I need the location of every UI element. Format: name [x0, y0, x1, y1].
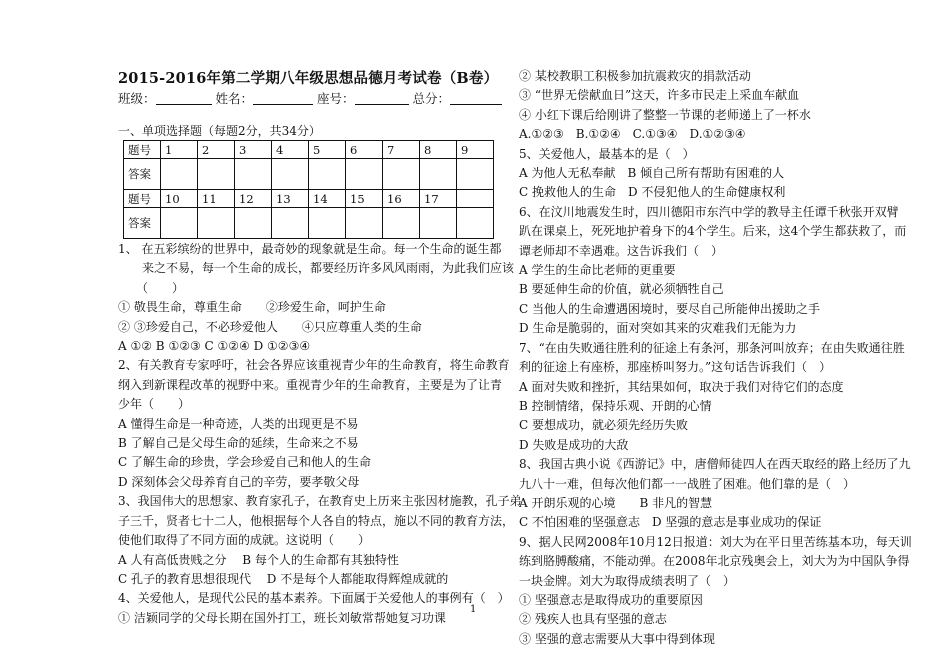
answer-cell[interactable] [235, 208, 272, 239]
question-line: A 面对失败和挫折，其结果如何，取决于我们对待它们的态度 [519, 379, 844, 394]
class-label: 班级： [118, 91, 156, 106]
class-blank [156, 92, 212, 105]
answer-row [124, 208, 494, 239]
question-line: 9、据人民网2008年10月12日报道：刘大为在平日里苦练基本功，每天训 [519, 534, 912, 549]
num-cell: 14 [309, 190, 346, 208]
question-line: ① 坚强意志是取得成功的重要原因 [519, 592, 703, 607]
answer-table [123, 140, 494, 239]
num-cell: 1 [161, 141, 198, 159]
question-line: ② 某校教职工积极参加抗震救灾的捐款活动 [519, 69, 751, 83]
question-line: 九八十一难，但每次他们都一一战胜了困难。他们靠的是（ ） [519, 476, 856, 491]
section-heading: 一、单项选择题（每题2分，共34分） [118, 124, 321, 138]
question-line: 2、有关教育专家呼吁，社会各界应该重视青少年的生命教育，将生命教育 [118, 358, 510, 373]
question-line: A.①②③ B.①②④ C.①③④ D.①②③④ [519, 127, 746, 142]
page-number: 1 [470, 604, 477, 615]
num-cell: 3 [235, 141, 272, 159]
answer-cell[interactable] [346, 208, 383, 239]
total-blank [450, 92, 502, 105]
question-line: 8、我国古典小说《西游记》中，唐僧师徒四人在西天取经的路上经历了九 [519, 457, 911, 472]
question-line: C 了解生命的珍贵，学会珍爱自己和他人的生命 [118, 455, 371, 470]
num-cell: 6 [346, 141, 383, 159]
answer-cell[interactable] [272, 208, 309, 239]
question-line: A 人有高低贵贱之分 B 每个人的生命都有其独特性 [118, 552, 399, 567]
left-questions [118, 240, 522, 628]
answer-cell[interactable] [272, 159, 309, 190]
question-line: B 了解自己是父母生命的延续，生命来之不易 [118, 436, 359, 451]
answer-cell[interactable] [235, 159, 272, 190]
total-label: 总分： [412, 91, 451, 106]
answer-cell[interactable] [309, 208, 346, 239]
question-line: ② 残疾人也具有坚强的意志 [519, 612, 667, 627]
answer-cell[interactable] [420, 159, 457, 190]
question-line: （ ） [118, 280, 185, 295]
question-line: C 当他人的生命遭遇困境时，要尽自己所能伸出援助之手 [519, 301, 820, 316]
answer-cell[interactable] [309, 159, 346, 190]
question-line: A 为他人无私奉献 B 倾自己所有帮助有困难的人 [519, 166, 785, 181]
question-line: D 深刻体会父母养育自己的辛劳，要孝敬父母 [118, 474, 360, 489]
question-line: 谭老师却不幸遇难。这告诉我们（ ） [519, 243, 724, 258]
answer-cell[interactable] [420, 208, 457, 239]
question-number-row [124, 190, 494, 208]
question-line: 纲入到新课程改革的视野中来。重视青少年的生命教育，主要是为了让青 [118, 377, 503, 392]
question-line: 5、关爱他人，最基本的是（ ） [519, 146, 695, 161]
ans-label: 答案 [124, 208, 161, 239]
question-line: A 学生的生命比老师的更重要 [519, 263, 676, 278]
answer-cell[interactable] [346, 159, 383, 190]
seat-blank [355, 92, 409, 105]
question-line: 利的征途上有座桥，那座桥叫努力。”这句话告诉我们（ ） [519, 360, 832, 375]
num-cell [457, 190, 494, 208]
num-cell: 9 [457, 141, 494, 159]
num-cell: 2 [198, 141, 235, 159]
question-line: 3、我国伟大的思想家、教育家孔子，在教育史上历来主张因材施教，孔子弟 [118, 494, 522, 509]
num-label: 题号 [124, 190, 161, 208]
answer-cell[interactable] [383, 208, 420, 239]
num-cell: 13 [272, 190, 309, 208]
question-line: 6、在汶川地震发生时，四川德阳市东汽中学的教导主任谭千秋张开双臂 [519, 204, 899, 219]
num-cell: 10 [161, 190, 198, 208]
question-line: 来之不易，每一个生命的成长，都要经历许多风风雨雨，为此我们应该 [118, 261, 515, 276]
question-line: 7、“在由失败通往胜利的征途上有条河，那条河叫放弃；在由失败通往胜 [519, 340, 905, 355]
question-line: 趴在课桌上，死死地护着身下的4个学生。后来，这4个学生都获救了，而 [519, 224, 907, 239]
question-line: 一块金牌。刘大为取得成绩表明了（ ） [519, 573, 736, 588]
num-cell: 12 [235, 190, 272, 208]
num-cell: 11 [198, 190, 235, 208]
answer-cell[interactable] [457, 159, 494, 190]
question-line: A 懂得生命是一种奇迹，人类的出现更是不易 [118, 416, 359, 431]
question-line: C 要想成功，就必须先经历失败 [519, 418, 688, 433]
question-line: D 失败是成功的大敌 [519, 437, 629, 452]
question-line: ② ③珍爱自己，不必珍爱他人 ④只应尊重人类的生命 [118, 319, 422, 334]
answer-row [124, 159, 494, 190]
question-line: ① 敬畏生命，尊重生命 ②珍爱生命，呵护生命 [118, 300, 386, 315]
question-line: C 孔子的教育思想很现代 D 不是每个人都能取得辉煌成就的 [118, 571, 449, 586]
question-line: 1、 在五彩缤纷的世界中，最奇妙的现象就是生命。每一个生命的诞生都 [118, 242, 502, 256]
answer-cell [457, 208, 494, 239]
question-line: C 挽救他人的生命 D 不侵犯他人的生命健康权利 [519, 185, 786, 200]
question-line: B 要延伸生命的价值，就必须牺牲自己 [519, 282, 724, 297]
answer-cell[interactable] [198, 159, 235, 190]
question-line: B 控制情绪，保持乐观、开朗的心情 [519, 398, 712, 413]
question-line: 少年（ ） [118, 397, 191, 412]
num-cell: 17 [420, 190, 457, 208]
answer-cell[interactable] [161, 208, 198, 239]
question-line: ① 洁颖同学的父母长期在国外打工，班长刘敏常帮她复习功课 [118, 610, 446, 625]
name-label: 姓名： [215, 91, 254, 106]
answer-cell[interactable] [161, 159, 198, 190]
num-cell: 15 [346, 190, 383, 208]
answer-cell[interactable] [383, 159, 420, 190]
num-cell: 16 [383, 190, 420, 208]
student-info-line [118, 89, 502, 107]
right-questions [519, 67, 912, 649]
question-line: 子三千，贤者七十二人，他根据每个人各自的特点，施以不同的教育方法， [118, 513, 515, 528]
num-label: 题号 [124, 141, 161, 159]
question-line: A ①② B ①②③ C ①②④ D ①②③④ [118, 339, 311, 354]
num-cell: 4 [272, 141, 309, 159]
question-line: 练到胳膊酸痛，不能动弹。在2008年北京残奥会上，刘大为为中国队争得 [519, 554, 910, 569]
ans-label: 答案 [124, 159, 161, 190]
question-line: 4、关爱他人，是现代公民的基本素养。下面属于关爱他人的事例有（ ） [118, 591, 510, 606]
question-line: C 不怕困难的坚强意志 D 坚强的意志是事业成功的保证 [519, 515, 822, 530]
exam-title: 2015-2016年第二学期八年级思想品德月考试卷（B卷） [118, 70, 499, 87]
question-number-row [124, 141, 494, 159]
question-line: ③ “世界无偿献血日”这天，许多市民走上采血车献血 [519, 88, 800, 103]
question-line: 使他们取得了不同方面的成就。这说明（ ） [118, 533, 371, 548]
question-line: ③ 坚强的意志需要从大事中得到体现 [519, 631, 715, 646]
num-cell: 5 [309, 141, 346, 159]
answer-cell[interactable] [198, 208, 235, 239]
question-line: A 开朗乐观的心境 B 非凡的智慧 [519, 495, 713, 510]
num-cell: 8 [420, 141, 457, 159]
name-blank [253, 92, 313, 105]
seat-label: 座号： [317, 91, 355, 106]
question-line: D 生命是脆弱的，面对突如其来的灾难我们无能为力 [519, 321, 797, 336]
num-cell: 7 [383, 141, 420, 159]
question-line: ④ 小红下课后给刚讲了整整一节课的老师递上了一杯水 [519, 107, 811, 122]
